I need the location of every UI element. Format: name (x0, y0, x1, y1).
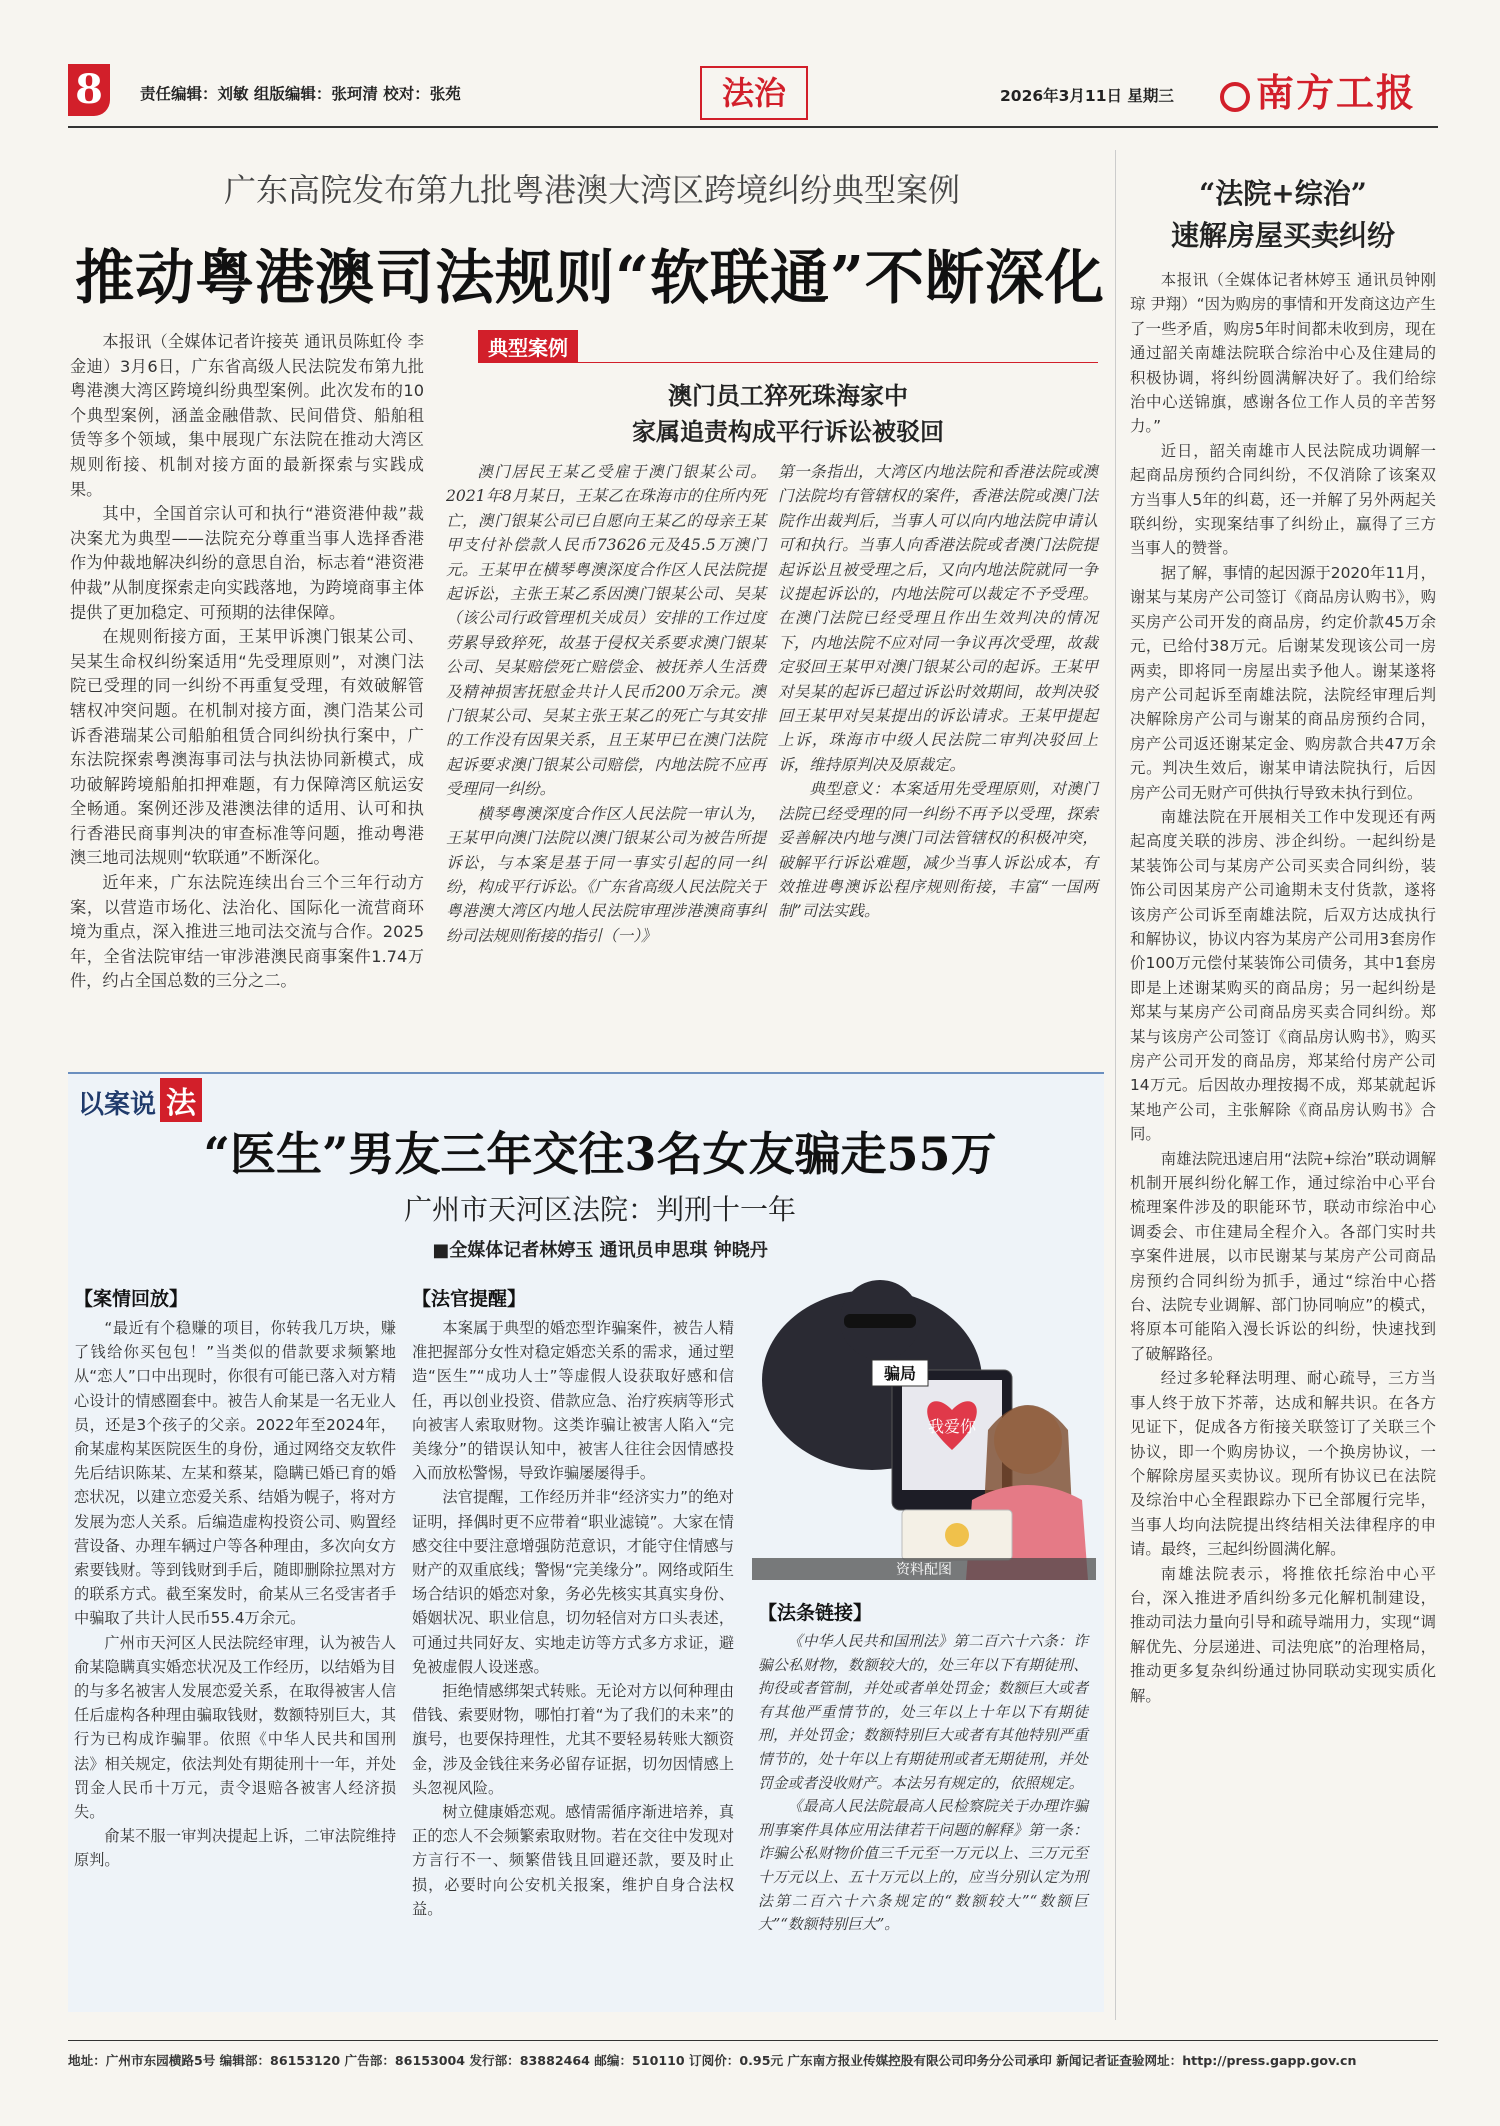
law-paragraph: 《最高人民法院最高人民检察院关于办理诈骗刑事案件具体应用法律若干问题的解释》第一条：诈骗公私财物价值三千元至一万元以上、三万元至十万元以上、五十万元以上的，应当分别认定为刑法第二百六十六条规定的“数额较大”“数额巨大”“数额特别巨大”。 (758, 1798, 1088, 1934)
recap-paragraph: 俞某不服一审判决提起上诉，二审法院维持原判。 (74, 1827, 396, 1870)
case-title-1: 澳门员工猝死珠海家中 (668, 381, 908, 410)
law-text (758, 1630, 1088, 1937)
case-column-1 (446, 460, 766, 948)
recap-heading: 【案情回放】 (74, 1288, 189, 1310)
logo-icon (1220, 82, 1250, 112)
case-rule (478, 362, 1098, 363)
case-title-2: 家属追责构成平行诉讼被驳回 (632, 417, 944, 446)
side-article (1130, 268, 1436, 1708)
main-headline: 推动粤港澳司法规则“软联通”不断深化 (75, 243, 1105, 312)
side-paragraph: 经过多轮释法明理、耐心疏导，三方当事人终于放下芥蒂，达成和解共识。在各方见证下，促成各方衔接关联签订了关联三个协议，即一个购房协议，一个换房协议，一个解除房屋买卖协议。现所有协议已在法院及综治中心全程跟踪办下已全部履行完毕，当事人均向法院提出终结相关法律程序的申请。最终，三起纠纷圆满化解。 (1130, 1369, 1436, 1559)
coin-icon (945, 1523, 969, 1547)
scam-illustration (752, 1260, 1096, 1580)
feature-subtitle: 广州市天河区法院：判刑十一年 (403, 1193, 796, 1226)
side-paragraph: 近日，韶关南雄市人民法院成功调解一起商品房预约合同纠纷，不仅消除了该案双方当事人5年的纠葛，还一并解了另外两起关联纠纷，实现案结事了纠纷止，赢得了三方当事人的赞誉。 (1130, 441, 1436, 558)
case-tag: 典型案例 (478, 330, 578, 363)
editor-credits: 责任编辑：刘敏 组版编辑：张珂清 校对：张苑 (140, 85, 461, 103)
side-paragraph: 南雄法院迅速启用“法院+综治”联动调解机制开展纠纷化解工作，通过综治中心平台梳理案件涉及的职能环节，联动市综治中心调委会、市住建局全程介入。各部门实时共享案件进展，以市民谢某与某房产公司商品房预约合同纠纷为抓手，通过“综治中心搭台、法院专业调解、部门协同响应”的模式，将原本可能陷入漫长诉讼的纠纷，快速找到了破解路径。 (1130, 1149, 1436, 1363)
law-heading: 【法条链接】 (758, 1602, 873, 1624)
footer-rule (68, 2040, 1438, 2041)
section-title: 法治 (700, 66, 808, 120)
recap-paragraph: “最近有个稳赚的项目，你转我几万块，赚了钱给你买包包！”当类似的借款要求频繁地从“恋人”口中出现时，你很有可能已落入对方精心设计的情感圈套中。被告人俞某是一名无业人员，还是3个孩子的父亲。2022年至2024年，俞某虚构某医院医生的身份，通过网络交友软件先后结识陈某、左某和蔡某，隐瞒已婚已育的婚恋状况，以建立恋爱关系、结婚为幌子，将对方发展为恋人关系。后编造虚构投资公司、购置经营设备、办理车辆过户等各种理由，多次向女方索要钱财。等到钱财到手后，随即删除拉黑对方的联系方式。截至案发时，俞某从三名受害者手中骗取了共计人民币55.4万余元。 (74, 1319, 396, 1628)
case-paragraph: 第一条指出，大湾区内地法院和香港法院或澳门法院均有管辖权的案件，香港法院或澳门法院作出裁判后，当事人可以向内地法院申请认可和执行。当事人向香港法院或者澳门法院提起诉讼且被受理之后，又向内地法院就同一争议提起诉讼的，内地法院可以裁定不予受理。在澳门法院已经受理且作出生效判决的情况下，内地法院不应对同一争议再次受理，故裁定驳回王某甲对澳门银某公司的起诉。王某甲对吴某的起诉已超过诉讼时效期间，故判决驳回王某甲对吴某提出的诉讼请求。王某甲提起上诉，珠海市中级人民法院二审判决驳回上诉，维持原判决及原裁定。 (778, 463, 1098, 774)
tip-paragraph: 本案属于典型的婚恋型诈骗案件，被告人精准把握部分女性对稳定婚恋关系的需求，通过塑造“医生”“成功人士”等虚假人设获取好感和信任，再以创业投资、借款应急、治疗疾病等形式向被害人索取财物。这类诈骗让被害人陷入“完美缘分”的错误认知中，被害人往往会因情感投入而放松警惕，导致诈骗屡屡得手。 (412, 1319, 734, 1483)
tip-paragraph: 法官提醒，工作经历并非“经济实力”的绝对证明，择偶时更不应带着“职业滤镜”。大家在情感交往中要注意增强防范意识，才能守住情感与财产的双重底线；警惕“完美缘分”。网络或陌生场合结识的婚恋对象，务必先核实其真实身份、婚姻状况、职业信息，切勿轻信对方口头表述，可通过共同好友、实地走访等方式多方求证，避免被虚假人设迷惑。 (412, 1488, 734, 1676)
case-paragraph: 典型意义：本案适用先受理原则，对澳门法院已经受理的同一纠纷不再予以受理，探索妥善解决内地与澳门司法管辖权的积极冲突，破解平行诉讼难题，减少当事人诉讼成本，有效推进粤澳诉讼程序规则衔接，丰富“一国两制”司法实践。 (778, 780, 1098, 921)
scam-tag-text: 骗局 (883, 1364, 917, 1383)
header-rule (68, 126, 1438, 128)
love-text: 我爱你 (927, 1417, 977, 1436)
main-paragraph: 近年来，广东法院连续出台三个三年行动方案，以营造市场化、法治化、国际化一流营商环境为重点，深入推进三地司法交流与合作。2025年，全省法院审结一审涉港澳民商事案件1.74万件，约占全国总数的三分之二。 (70, 873, 424, 991)
case-paragraph: 澳门居民王某乙受雇于澳门银某公司。2021年8月某日，王某乙在珠海市的住所内死亡，澳门银某公司已自愿向王某乙的母亲王某甲支付补偿款人民币73626元及45.5万澳门元。王某甲在横琴粤澳深度合作区人民法院提起诉讼，主张王某乙系因澳门银某公司、吴某（该公司行政管理机关成员）安排的工作过度劳累导致猝死，故基于侵权关系要求澳门银某公司、吴某赔偿死亡赔偿金、被抚养人生活费及精神损害抚慰金共计人民币200万余元。澳门银某公司、吴某主张王某乙的死亡与其安排的工作没有因果关系，且王某甲已在澳门法院起诉要求澳门银某公司赔偿，内地法院不应再受理同一纠纷。 (446, 463, 766, 799)
tip-paragraph: 拒绝情感绑架式转账。无论对方以何种理由借钱、索要财物，哪怕打着“为了我们的未来”的旗号，也要保持理性，尤其不要轻易转账大额资金，涉及金钱往来务必留存证据，切勿因情感上头忽视风险。 (412, 1682, 734, 1797)
feature-label: 以案说 法 (78, 1078, 202, 1122)
tip-paragraph: 树立健康婚恋观。感情需循序渐进培养，真正的恋人不会频繁索取财物。若在交往中发现对方言行不一、频繁借钱且回避还款，要及时止损，必要时向公安机关报案，维护自身合法权益。 (412, 1803, 734, 1918)
side-title-1: “法院+综治” (1199, 177, 1367, 210)
main-kicker: 广东高院发布第九批粤港澳大湾区跨境纠纷典型案例 (223, 171, 960, 209)
image-caption: 资料配图 (896, 1562, 952, 1578)
feature-title: “医生”男友三年交往3名女友骗走55万 (203, 1127, 997, 1181)
recap-paragraph: 广州市天河区人民法院经审理，认为被告人俞某隐瞒真实婚恋状况及工作经历，以结婚为目的与多名被害人发展恋爱关系，在取得被害人信任后虚构各种理由骗取钱财，数额特别巨大，其行为已构成诈骗罪。依照《中华人民共和国刑法》相关规定，依法判处有期徒刑十一年，并处罚金人民币十万元，责令退赔各被害人经济损失。 (74, 1633, 396, 1822)
tip-text (412, 1316, 734, 1921)
feature-byline: ■全媒体记者林婷玉 通讯员申思琪 钟晓丹 (432, 1240, 768, 1261)
main-paragraph: 其中，全国首宗认可和执行“港资港仲裁”裁决案尤为典型——法院充分尊重当事人选择香港作为仲裁地解决纠纷的意思自治，标志着“港资港仲裁”从制度探索走向实践落地，为跨境商事主体提供了更加稳定、可预期的法律保障。 (70, 504, 424, 622)
side-paragraph: 南雄法院在开展相关工作中发现还有两起高度关联的涉房、涉企纠纷。一起纠纷是某装饰公司与某房产公司买卖合同纠纷，装饰公司因某房产公司逾期未支付货款，遂将该房产公司诉至南雄法院，后双方达成执行和解协议，协议内容为某房产公司用3套房作价100万元偿付某装饰公司债务，其中1套房即是上述谢某购买的商品房；另一起纠纷是郑某与某房产公司商品房买卖合同纠纷。郑某与该房产公司签订《商品房认购书》，购买房产公司开发的商品房，郑某给付房产公司14万元。后因故办理按揭不成，郑某就起诉某地产公司，主张解除《商品房认购书》合同。 (1130, 807, 1436, 1144)
side-title-2: 速解房屋买卖纠纷 (1170, 219, 1395, 252)
footer-info: 地址：广州市东园横路5号 编辑部：86153120 广告部：86153004 发行部：83882464 邮编：510110 订阅价：0.95元 广东南方报业传媒控股有限公司印务分公司承印 新闻记者证查验网址：http://press.gapp.gov.cn (68, 2053, 1357, 2068)
main-paragraph: 在规则衔接方面，王某甲诉澳门银某公司、吴某生命权纠纷案适用“先受理原则”，对澳门法院已受理的同一纠纷不再重复受理，有效破解管辖权冲突问题。在机制对接方面，澳门浩某公司诉香港瑞某公司船舶租赁合同纠纷执行案中，广东法院探索粤澳海事司法与执法协同新模式，成功破解跨境船舶扣押难题，有力保障湾区航运安全畅通。案例还涉及港澳法律的适用、认可和执行香港民商事判决的审查标准等问题，推动粤港澳三地司法规则“软联通”不断深化。 (70, 627, 424, 868)
thief-mask (844, 1314, 916, 1328)
tip-heading: 【法官提醒】 (412, 1288, 527, 1310)
case-column-2 (778, 460, 1098, 924)
feature-label-char: 法 (160, 1078, 202, 1122)
case-paragraph: 横琴粤澳深度合作区人民法院一审认为，王某甲向澳门法院以澳门银某公司为被告所提诉讼，与本案是基于同一事实引起的同一纠纷，构成平行诉讼。《广东省高级人民法院关于粤港澳大湾区内地人民法院审理涉港澳商事纠纷司法规则衔接的指引（一）》 (446, 804, 766, 945)
newspaper-logo: 南方工报 (1220, 62, 1416, 117)
column-divider (1115, 150, 1116, 2020)
side-paragraph: 本报讯（全媒体记者林婷玉 通讯员钟刚琼 尹翔）“因为购房的事情和开发商这边产生了一些矛盾，购房5年时间都未收到房，现在通过韶关南雄法院联合综治中心及住建局的积极协调，将纠纷圆满解决好了。我们给综治中心送锦旗，感谢各位工作人员的辛苦努力。” (1130, 271, 1436, 436)
main-article (70, 330, 424, 994)
law-paragraph: 《中华人民共和国刑法》第二百六十六条：诈骗公私财物，数额较大的，处三年以下有期徒刑、拘役或者管制，并处或者单处罚金；数额巨大或者有其他严重情节的，处三年以上十年以下有期徒刑，并处罚金；数额特别巨大或者有其他特别严重情节的，处十年以上有期徒刑或者无期徒刑，并处罚金或者没收财产。本法另有规定的，依照规定。 (758, 1633, 1088, 1792)
issue-date: 2026年3月11日 星期三 (1000, 87, 1174, 105)
page-number: 8 (68, 64, 110, 116)
side-paragraph: 据了解，事情的起因源于2020年11月，谢某与某房产公司签订《商品房认购书》，购买房产公司开发的商品房，约定价款45万余元，已给付38万元。后谢某发现该公司一房两卖，即将同一房屋出卖予他人。谢某遂将房产公司起诉至南雄法院，法院经审理后判决解除房产公司与谢某的商品房预约合同，房产公司返还谢某定金、购房款合共47万余元。判决生效后，谢某申请法院执行，后因房产公司无财产可供执行导致未执行到位。 (1130, 563, 1436, 802)
recap-text (74, 1316, 396, 1873)
side-paragraph: 南雄法院表示，将推依托综治中心平台，深入推进矛盾纠纷多元化解机制建设，推动司法力量向引导和疏导端用力，实现“调解优先、分层递进、司法兜底”的治理格局，推动更多复杂纠纷通过协同联动实现实质化解。 (1130, 1564, 1436, 1705)
main-paragraph: 本报讯（全媒体记者许接英 通讯员陈虹伶 李金迪）3月6日，广东省高级人民法院发布第九批粤港澳大湾区跨境纠纷典型案例。此次发布的10个典型案例，涵盖金融借款、民间借贷、船舶租赁等多个领域，集中展现广东法院在推动大湾区规则衔接、机制对接方面的最新探索与实践成果。 (70, 332, 424, 499)
